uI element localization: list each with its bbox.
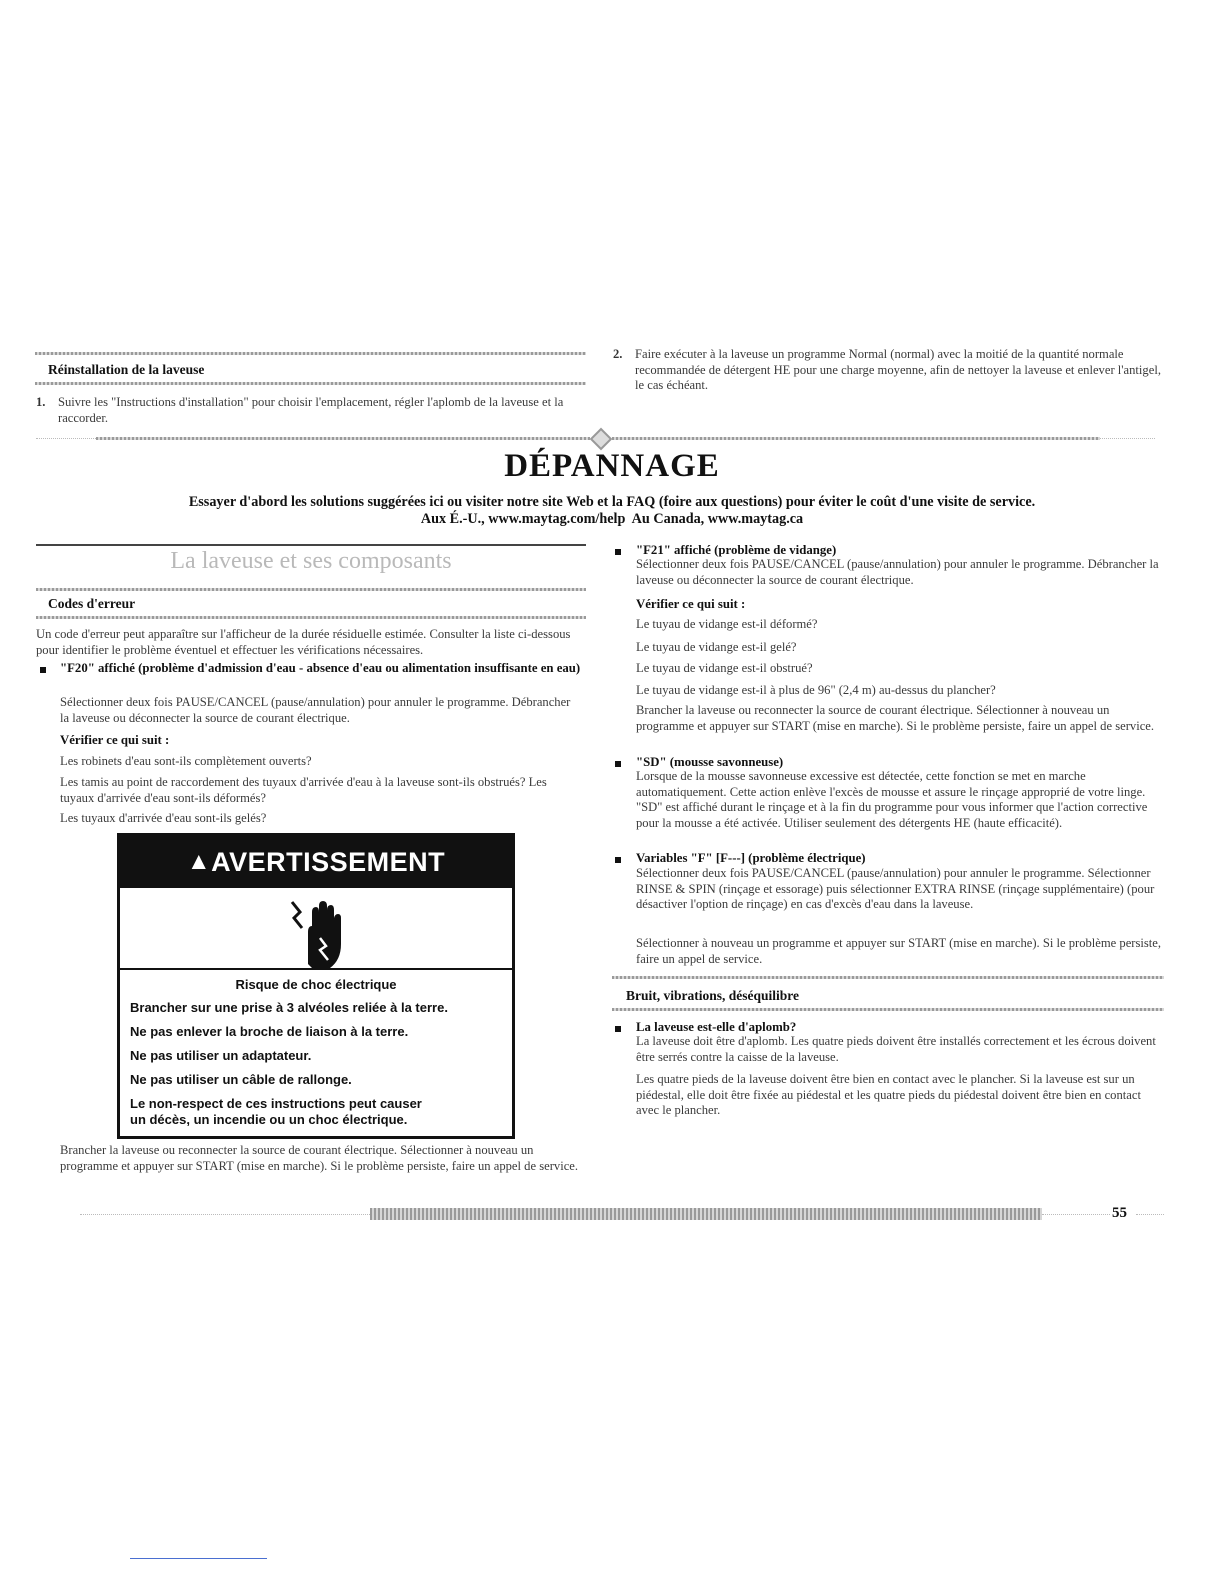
sd-title: "SD" (mousse savonneuse) [636, 755, 784, 769]
header-rule-right [612, 437, 1100, 440]
f21-check-4: Le tuyau de vidange est-il à plus de 96" (2,4 m) au-dessus du plancher? [636, 683, 996, 697]
f-variables-text-2: Sélectionner à nouveau un programme et appuyer sur START (mise en marche). Si le problème persiste, faire un appel de service. [636, 936, 1162, 966]
error-codes-intro: Un code d'erreur peut apparaître sur l'afficheur de la durée résiduelle estimée. Consulter la liste ci-dessous pour identifier le problème éventuel et effectuer les vérifications nécessaires. [36, 627, 571, 657]
f21-check-2: Le tuyau de vidange est-il gelé? [636, 640, 797, 654]
noise-rule-upper [612, 976, 1164, 979]
bullet-icon [615, 1026, 621, 1032]
top-left-rule-upper [35, 352, 586, 355]
f21-verify-title: Vérifier ce qui suit : [636, 597, 746, 611]
f-variables-text: Sélectionner deux fois PAUSE/CANCEL (pause/annulation) pour annuler le programme. Sélectionner RINSE & SPIN (rinçage et essorage) puis sélectionner EXTRA RINSE (rinçage supplémentaire) (pour désactiver l'option de rinçage) en cas d'excès d'eau dans la laveuse. [636, 866, 1155, 911]
reinstall-section-title: Réinstallation de la laveuse [48, 362, 205, 377]
f20-check-1: Les robinets d'eau sont-ils complètement ouverts? [60, 754, 312, 768]
warning-title-text: AVERTISSEMENT [211, 847, 446, 877]
f21-check-1: Le tuyau de vidange est-il déformé? [636, 617, 818, 631]
header-rule-left [96, 437, 590, 440]
footer-dotted-end [1136, 1214, 1164, 1215]
warning-box [117, 833, 515, 1139]
f-variables-title: Variables "F" [F---] (problème électrique) [636, 851, 866, 865]
warning-line-3: Ne pas utiliser un adaptateur. [130, 1048, 312, 1063]
page-title: DÉPANNAGE [504, 448, 720, 484]
reinstall-step-2 [613, 347, 1165, 394]
footer-dotted-left [80, 1214, 370, 1215]
bullet-icon [40, 667, 46, 673]
f20-check-2: Les tamis au point de raccordement des tuyaux d'arrivée d'eau à la laveuse sont-ils obstrués? Les tuyaux d'arrivée d'eau sont-ils déformés? [60, 775, 547, 805]
f20-title: "F20" affiché (problème d'admission d'eau - absence d'eau ou alimentation insuffisante en eau) [60, 661, 581, 675]
error-codes-title: Codes d'erreur [48, 596, 136, 611]
footer-dotted-right [1042, 1214, 1110, 1215]
warning-title [120, 836, 512, 888]
bullet-icon [615, 761, 621, 767]
intro-text: Essayer d'abord les solutions suggérées ici ou visiter notre site Web et la FAQ (foire aux questions) pour éviter le coût d'une visite de service. [188, 494, 1036, 510]
level-text: La laveuse doit être d'aplomb. Les quatre pieds doivent être installés correctement et les écrous doivent être serrés contre la caisse de la laveuse. [636, 1034, 1156, 1064]
warning-line-2: Ne pas enlever la broche de liaison à la terre. [130, 1024, 409, 1039]
bullet-icon [615, 857, 621, 863]
f20-text: Sélectionner deux fois PAUSE/CANCEL (pause/annulation) pour annuler le programme. Débrancher la laveuse ou déconnecter la source de courant électrique. [60, 695, 571, 725]
step-number: 1. [36, 395, 46, 409]
warning-line-4: Ne pas utiliser un câble de rallonge. [130, 1072, 352, 1087]
warning-divider [120, 968, 512, 970]
warning-line-5a: Le non-respect de ces instructions peut causer [130, 1096, 422, 1111]
warning-triangle-icon: ▲ [186, 848, 212, 875]
step-number: 2. [613, 347, 623, 361]
warning-risk: Risque de choc électrique [235, 977, 397, 992]
reinstall-step-1 [36, 395, 584, 426]
codes-rule-upper [36, 588, 586, 591]
page-number: 55 [1112, 1205, 1127, 1221]
step-text: Suivre les "Instructions d'installation" pour choisir l'emplacement, régler l'aplomb de la laveuse et la raccorder. [58, 395, 564, 425]
step-text: Faire exécuter à la laveuse un programme Normal (normal) avec la moitié de la quantité normale recommandée de détergent HE pour une charge moyenne, afin de nettoyer la laveuse et enlever l'antigel, le cas échéant. [635, 347, 1161, 392]
warning-line-1: Brancher sur une prise à 3 alvéoles reliée à la terre. [130, 1000, 448, 1015]
f21-text: Sélectionner deux fois PAUSE/CANCEL (pause/annulation) pour annuler le programme. Débrancher la laveuse ou déconnecter la source de courant électrique. [636, 557, 1159, 587]
f20-verify-title: Vérifier ce qui suit : [60, 733, 170, 747]
footer-rule [370, 1208, 1042, 1220]
f21-after-text: Brancher la laveuse ou reconnecter la source de courant électrique. Sélectionner à nouveau un programme et appuyer sur START (mise en marche). Si le problème persiste, faire un appel de service. [636, 703, 1155, 733]
electric-hazard-hand-icon [286, 894, 346, 976]
top-left-rule-lower [35, 382, 586, 385]
level-title: La laveuse est-elle d'aplomb? [636, 1020, 797, 1034]
header-dotted-right [1100, 438, 1155, 439]
codes-rule-lower [36, 616, 586, 619]
noise-section-title: Bruit, vibrations, déséquilibre [626, 988, 800, 1003]
f21-check-3: Le tuyau de vidange est-il obstrué? [636, 661, 813, 675]
sd-text: Lorsque de la mousse savonneuse excessive est détectée, cette fonction se met en marche automatiquement. Cette action enlève l'excès de mousse et assure le rinçage approprié de votre linge. "SD" est affiché durant le rinçage et à la fin du programme pour vous informer que l'action corrective pour la mousse a été activée. Utiliser seulement des détergents HE (haute efficacité). [636, 769, 1148, 830]
bullet-icon [615, 549, 621, 555]
diamond-ornament-icon [590, 428, 613, 451]
bottom-blue-line [130, 1558, 267, 1559]
after-warning-text: Brancher la laveuse ou reconnecter la source de courant électrique. Sélectionner à nouveau un programme et appuyer sur START (mise en marche). Si le problème persiste, faire un appel de service. [60, 1143, 579, 1173]
header-dotted-left [36, 438, 96, 439]
f21-title: "F21" affiché (problème de vidange) [636, 543, 837, 557]
noise-rule-lower [612, 1008, 1164, 1011]
warning-line-5b: un décès, un incendie ou un choc électrique. [130, 1112, 408, 1127]
level-text-2: Les quatre pieds de la laveuse doivent être bien en contact avec le plancher. Si la laveuse est sur un piédestal, elle doit être fixée au piédestal et les quatre pieds du piédestal doivent être bien en contact avec le plancher. [636, 1072, 1141, 1117]
f20-check-3: Les tuyaux d'arrivée d'eau sont-ils gelés? [60, 811, 267, 825]
help-links: Aux É.-U., www.maytag.com/help Au Canada, www.maytag.ca [420, 511, 804, 527]
left-top-rule [36, 544, 586, 546]
components-subtitle: La laveuse et ses composants [170, 548, 452, 574]
